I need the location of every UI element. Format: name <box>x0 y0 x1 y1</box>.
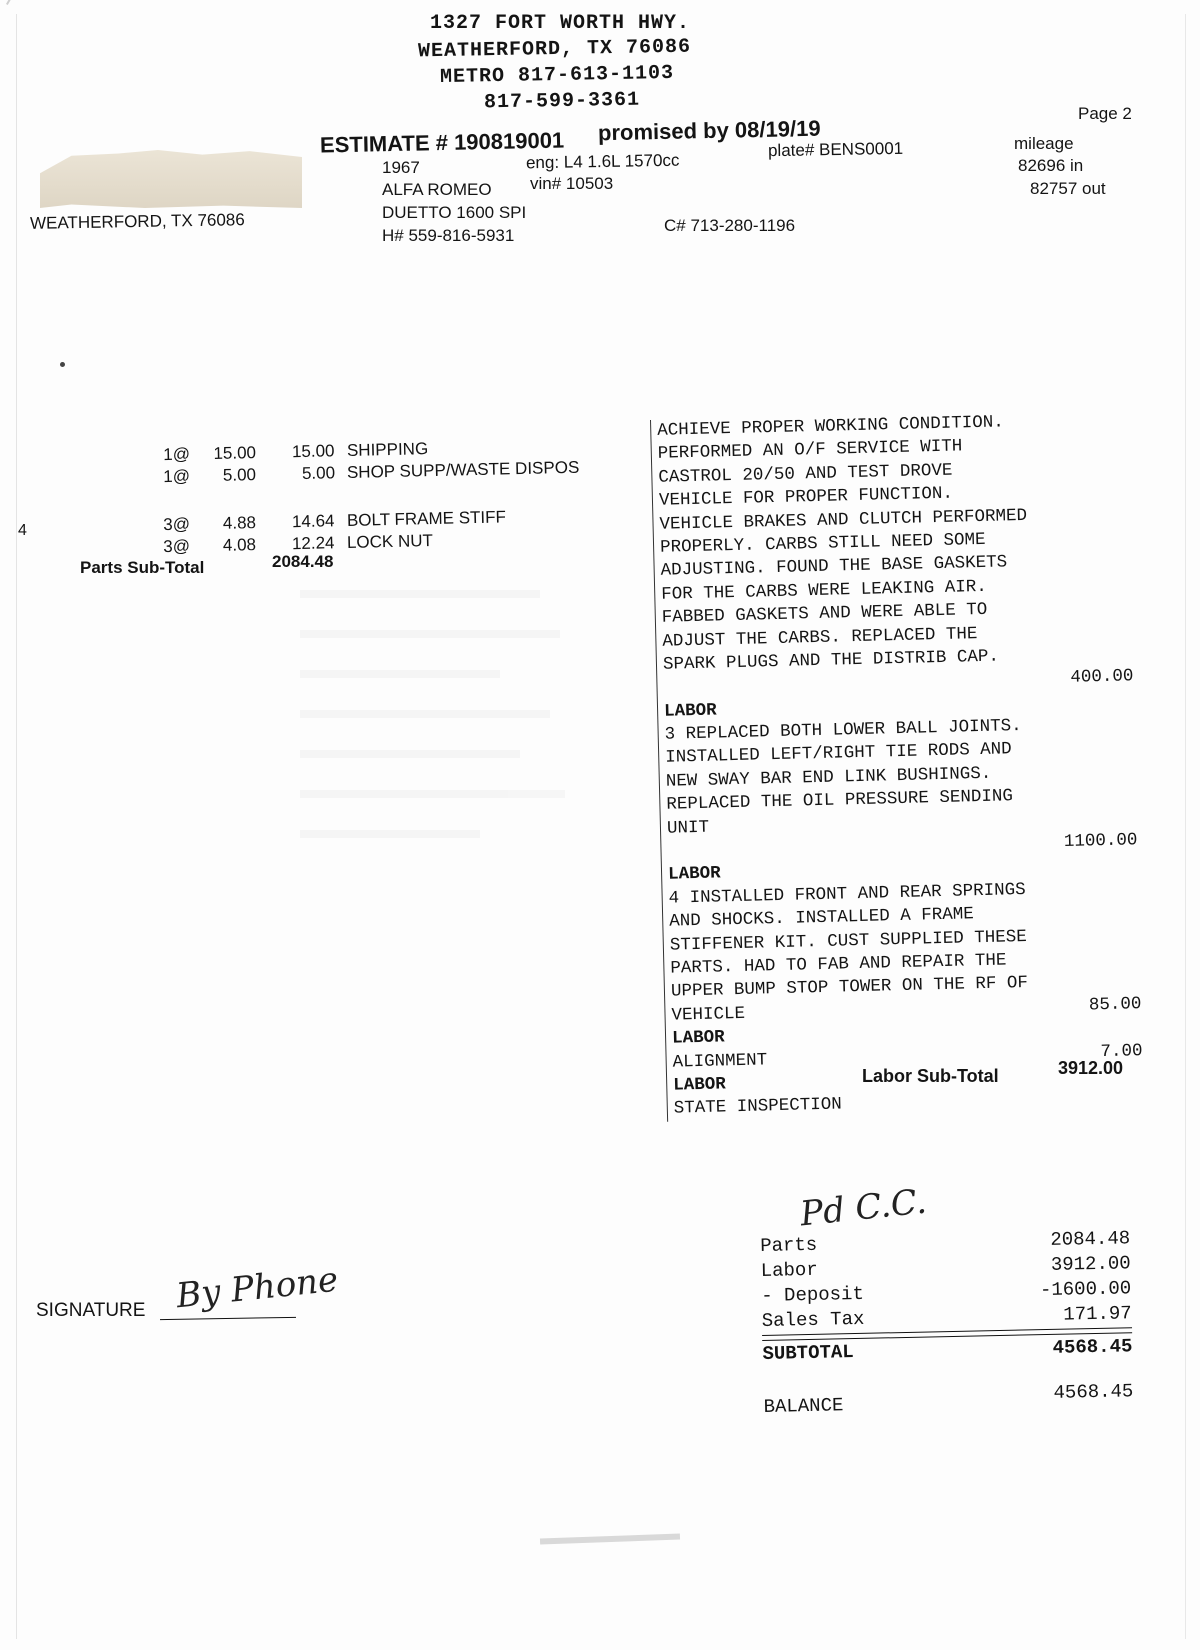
mileage-out: 82757 out <box>1030 179 1106 198</box>
cell-phone: C# 713-280-1196 <box>664 216 796 235</box>
shop-phone: 817-599-3361 <box>483 88 641 115</box>
labor-heading: LABOR <box>667 863 721 886</box>
labor-line-text: AND SHOCKS. INSTALLED A FRAME <box>669 904 974 932</box>
mileage-label: mileage <box>1014 134 1074 153</box>
vin-number: vin# 10503 <box>530 174 614 193</box>
labor-line-text: STATE INSPECTION <box>673 1094 843 1119</box>
vehicle-make: ALFA ROMEO <box>382 180 492 199</box>
speck-mark <box>60 362 65 367</box>
labor-line-text: PARTS. HAD TO FAB AND REPAIR THE <box>670 950 1007 979</box>
labor-line-text: VEHICLE <box>671 1003 746 1026</box>
labor-line-text: ADJUSTING. FOUND THE BASE GASKETS <box>660 552 1008 582</box>
shop-address-line2: WEATHERFORD, TX 76086 <box>417 35 692 64</box>
labor-line-text: UNIT <box>666 817 710 839</box>
handwritten-signature: By Phone <box>174 1259 340 1317</box>
labor-line-text: 3 REPLACED BOTH LOWER BALL JOINTS. <box>664 716 1022 745</box>
balance-label: BALANCE <box>763 1394 844 1418</box>
page-number: Page 2 <box>1078 104 1132 123</box>
part-description: SHIPPING <box>346 439 429 460</box>
part-unit-price: 5.00 <box>222 465 257 485</box>
home-phone: H# 559-816-5931 <box>382 226 515 245</box>
labor-line-text: UPPER BUMP STOP TOWER ON THE RF OF <box>670 973 1029 1003</box>
summary-label: - Deposit <box>761 1282 865 1307</box>
labor-subtotal-value: 3912.00 <box>1058 1058 1124 1078</box>
customer-city: WEATHERFORD, TX 76086 <box>29 210 245 233</box>
labor-amount: 1100.00 <box>1063 830 1138 853</box>
part-unit-price: 15.00 <box>213 443 257 464</box>
labor-description-column <box>650 408 1144 1121</box>
parts-subtotal-label: Parts Sub-Total <box>80 558 205 577</box>
labor-line-text: 4 INSTALLED FRONT AND REAR SPRINGS <box>668 879 1026 909</box>
summary-subtotal-label: SUBTOTAL <box>762 1341 854 1365</box>
labor-amount: 400.00 <box>1070 666 1134 689</box>
part-description: LOCK NUT <box>346 531 434 552</box>
labor-line-text: ADJUST THE CARBS. REPLACED THE <box>662 623 978 652</box>
part-total: 15.00 <box>291 441 335 462</box>
summary-label: Labor <box>760 1258 818 1282</box>
handwritten-paid-note: Pd C.C. <box>798 1181 929 1235</box>
labor-line-text: NEW SWAY BAR END LINK BUSHINGS. <box>665 763 992 792</box>
mileage-in: 82696 in <box>1018 156 1084 175</box>
summary-label: Sales Tax <box>761 1307 865 1332</box>
labor-line-text: ALIGNMENT <box>672 1049 768 1073</box>
summary-value: -1600.00 <box>1039 1277 1132 1302</box>
summary-subtotal-value: 4568.45 <box>1052 1335 1133 1359</box>
bleed-through-text <box>300 580 580 1220</box>
balance-value: 4568.45 <box>1053 1380 1134 1404</box>
summary-subtotal-row <box>762 1332 1133 1368</box>
labor-amount: 7.00 <box>1100 1040 1143 1062</box>
labor-line-text: VEHICLE BRAKES AND CLUTCH PERFORMED <box>659 505 1028 535</box>
part-description: SHOP SUPP/WASTE DISPOS <box>346 457 580 482</box>
engine-spec: eng: L4 1.6L 1570cc <box>525 150 680 173</box>
shop-address-line1: 1327 FORT WORTH HWY. <box>430 12 691 35</box>
summary-value: 2084.48 <box>1050 1227 1131 1251</box>
summary-value: 3912.00 <box>1050 1252 1131 1276</box>
torn-paper-patch <box>40 150 302 208</box>
vehicle-year: 1967 <box>382 158 420 177</box>
scan-shadow-line <box>6 0 63 5</box>
labor-heading: LABOR <box>663 700 717 722</box>
part-description: BOLT FRAME STIFF <box>346 507 507 530</box>
summary-value: 171.97 <box>1063 1302 1132 1326</box>
estimate-number: ESTIMATE # 190819001 <box>319 127 565 158</box>
part-unit-price: 4.08 <box>222 535 257 555</box>
plate-number: plate# BENS0001 <box>767 138 904 161</box>
vehicle-model: DUETTO 1600 SPI <box>382 203 527 222</box>
labor-subtotal-label: Labor Sub-Total <box>862 1066 999 1086</box>
summary-label: Parts <box>760 1233 818 1257</box>
labor-line-text: SPARK PLUGS AND THE DISTRIB CAP. <box>662 646 1000 675</box>
part-unit-price: 4.88 <box>222 513 257 533</box>
part-qty: 1@ <box>163 444 191 465</box>
part-qty: 1@ <box>163 466 191 487</box>
shop-phone-metro: METRO 817-613-1103 <box>439 61 675 90</box>
labor-line-text: PERFORMED AN O/F SERVICE WITH <box>657 436 963 465</box>
parts-subtotal-value: 2084.48 <box>272 552 334 571</box>
part-qty: 3@ <box>163 514 191 535</box>
labor-line-text: REPLACED THE OIL PRESSURE SENDING <box>666 786 1014 815</box>
labor-heading: LABOR <box>673 1074 727 1096</box>
promised-date: promised by 08/19/19 <box>597 115 821 146</box>
labor-amount: 85.00 <box>1088 993 1142 1016</box>
labor-line-text: PROPERLY. CARBS STILL NEED SOME <box>659 529 986 558</box>
labor-line-text: FABBED GASKETS AND WERE ABLE TO <box>661 599 988 628</box>
part-total: 12.24 <box>291 533 335 554</box>
labor-line-text: INSTALLED LEFT/RIGHT TIE RODS AND <box>665 739 1012 769</box>
labor-line-text: VEHICLE FOR PROPER FUNCTION. <box>658 483 954 511</box>
labor-heading: LABOR <box>671 1027 725 1049</box>
labor-line-text: STIFFENER KIT. CUST SUPPLIED THESE <box>669 926 1028 956</box>
labor-line-text: ACHIEVE PROPER WORKING CONDITION. <box>657 412 1004 441</box>
labor-line-text: CASTROL 20/50 AND TEST DROVE <box>658 460 953 488</box>
totals-summary <box>760 1227 1134 1421</box>
labor-line-text: FOR THE CARBS WERE LEAKING AIR. <box>661 576 987 605</box>
part-total: 5.00 <box>301 463 336 483</box>
part-total: 14.64 <box>291 511 335 532</box>
part-qty: 3@ <box>163 536 191 557</box>
signature-label: SIGNATURE <box>36 1300 146 1321</box>
margin-mark: 4 <box>18 522 27 539</box>
